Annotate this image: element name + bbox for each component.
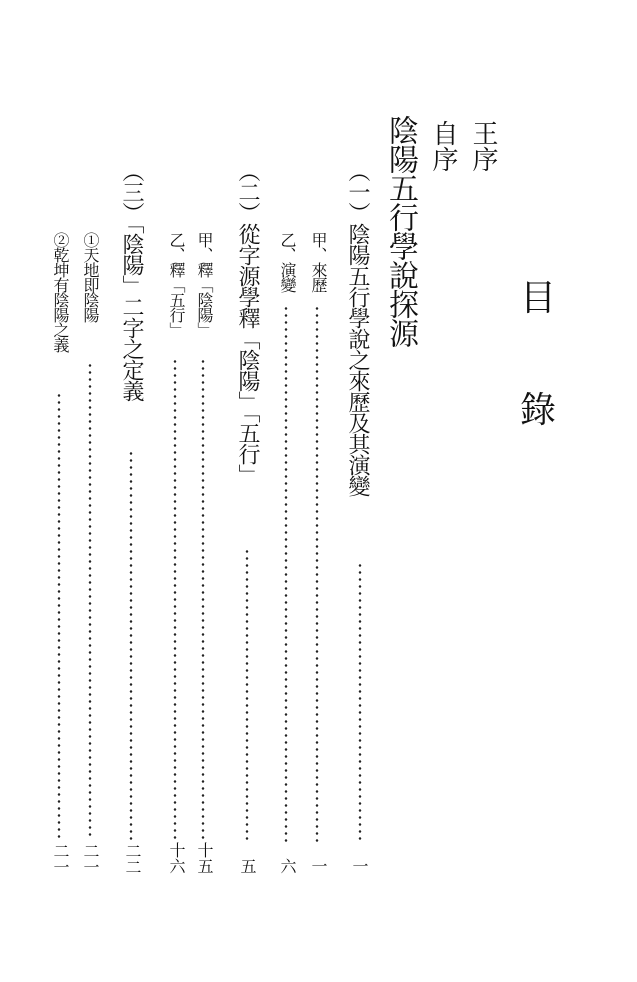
toc-entry-section-2[interactable]: （二）從字源學釋「陰陽」「五行」: [235, 160, 260, 485]
toc-page-3-1: 二一: [81, 843, 100, 875]
toc-entry-section-3[interactable]: （三）「陰陽」二字之定義: [119, 160, 144, 401]
toc-entry-preface-self[interactable]: 自序: [428, 120, 458, 172]
toc-entry-2-yi[interactable]: 乙、釋「五行」: [167, 232, 186, 337]
toc-page-1-jia: 一: [309, 858, 328, 874]
toc-page-1-yi: 六: [278, 858, 297, 874]
toc-page-section-2: 五: [238, 858, 257, 874]
toc-entry-section-1[interactable]: （一）陰陽五行學說之來歷及其演變: [345, 160, 370, 496]
toc-page-2-jia: 十五: [195, 842, 214, 874]
toc-entry-2-jia[interactable]: 甲、釋「陰陽」: [195, 232, 214, 337]
toc-entry-3-1[interactable]: ①天地即陰陽: [81, 232, 100, 322]
toc-leader-section-1: [358, 562, 362, 842]
toc-leader-3-2: [57, 392, 61, 840]
toc-entry-3-2[interactable]: ②乾坤有陰陽之義: [51, 232, 70, 352]
toc-entry-chapter-heading[interactable]: 陰陽五行學說探源: [383, 115, 418, 347]
toc-leader-section-3: [129, 450, 133, 840]
toc-leader-3-1: [88, 362, 92, 840]
toc-entry-1-jia[interactable]: 甲、來歷: [309, 232, 328, 292]
toc-page-section-3: 二二: [123, 843, 142, 875]
toc-title-char-1: 目: [520, 278, 557, 319]
toc-title-char-2: 錄: [520, 390, 557, 431]
toc-leader-1-jia: [315, 305, 319, 842]
toc-page-2-yi: 十六: [167, 842, 186, 874]
toc-leader-1-yi: [284, 305, 288, 842]
toc-leader-2-jia: [201, 358, 205, 842]
toc-entry-preface-wang[interactable]: 王序: [468, 120, 498, 172]
toc-leader-section-2: [245, 548, 249, 842]
toc-page-3-2: 二一: [51, 843, 70, 875]
toc-leader-2-yi: [173, 358, 177, 842]
toc-page-section-1: 一: [350, 858, 369, 874]
toc-entry-1-yi[interactable]: 乙、演變: [278, 232, 297, 292]
